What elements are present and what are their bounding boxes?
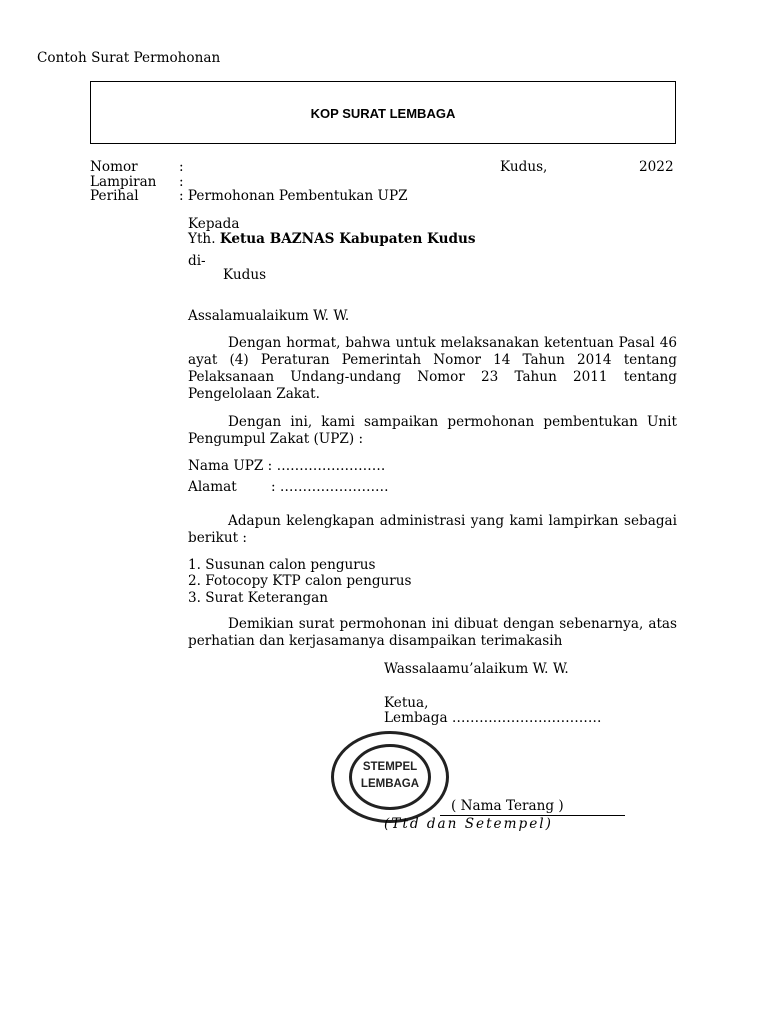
alamat-value: : …………………… <box>271 479 389 495</box>
kepada-label: Kepada <box>188 216 240 232</box>
nomor-colon: : <box>179 159 184 175</box>
opening-greeting: Assalamualaikum W. W. <box>188 308 350 324</box>
addressee-city: Kudus <box>223 267 267 283</box>
signer-title: Ketua, <box>384 695 429 711</box>
letter-year: 2022 <box>639 159 674 175</box>
paragraph-3: Adapun kelengkapan administrasi yang kami lampirkan sebagai berikut : <box>188 513 677 546</box>
stamp-text-line1: STEMPEL <box>362 761 418 773</box>
letterhead-box <box>90 81 676 144</box>
lampiran-label: Lampiran <box>90 174 157 190</box>
list-item: 3. Surat Keterangan <box>188 590 329 606</box>
letter-place: Kudus, <box>500 159 548 175</box>
addressee-line <box>188 231 476 248</box>
paragraph-2: Dengan ini, kami sampaikan permohonan pembentukan Unit Pengumpul Zakat (UPZ) : <box>188 414 677 447</box>
addressee-name: Ketua BAZNAS Kabupaten Kudus <box>219 231 476 247</box>
list-item: 1. Susunan calon pengurus <box>188 557 376 573</box>
lampiran-colon: : <box>179 174 184 190</box>
signature-note: (Ttd dan Setempel) <box>384 816 553 832</box>
di-label: di- <box>188 253 206 269</box>
list-item: 2. Fotocopy KTP calon pengurus <box>188 573 412 589</box>
letterhead-title: KOP SURAT LEMBAGA <box>310 106 456 121</box>
alamat-label: Alamat <box>188 479 237 495</box>
paragraph-4: Demikian surat permohonan ini dibuat dengan sebenarnya, atas perhatian dan kerjasamanya disampaikan terimakasih <box>188 616 677 649</box>
signer-institution: Lembaga …………………………… <box>384 710 602 726</box>
document-caption: Contoh Surat Permohonan <box>37 50 221 66</box>
stamp-text-line2: LEMBAGA <box>360 778 420 790</box>
signer-name: ( Nama Terang ) <box>451 798 564 814</box>
closing-greeting: Wassalaamu’alaikum W. W. <box>384 661 569 677</box>
nama-upz-field: Nama UPZ : …………………… <box>188 458 386 474</box>
nomor-label: Nomor <box>90 159 138 175</box>
perihal-value: : Permohonan Pembentukan UPZ <box>179 188 408 204</box>
paragraph-1: Dengan hormat, bahwa untuk melaksanakan ketentuan Pasal 46 ayat (4) Peraturan Pemerintah Nomor 14 Tahun 2014 tentang Pelaksanaan Undang-undang Nomor 23 Tahun 2011 tentang Pengelolaan Zakat. <box>188 335 677 402</box>
perihal-label: Perihal <box>90 188 139 204</box>
yth-prefix: Yth. <box>188 231 216 247</box>
